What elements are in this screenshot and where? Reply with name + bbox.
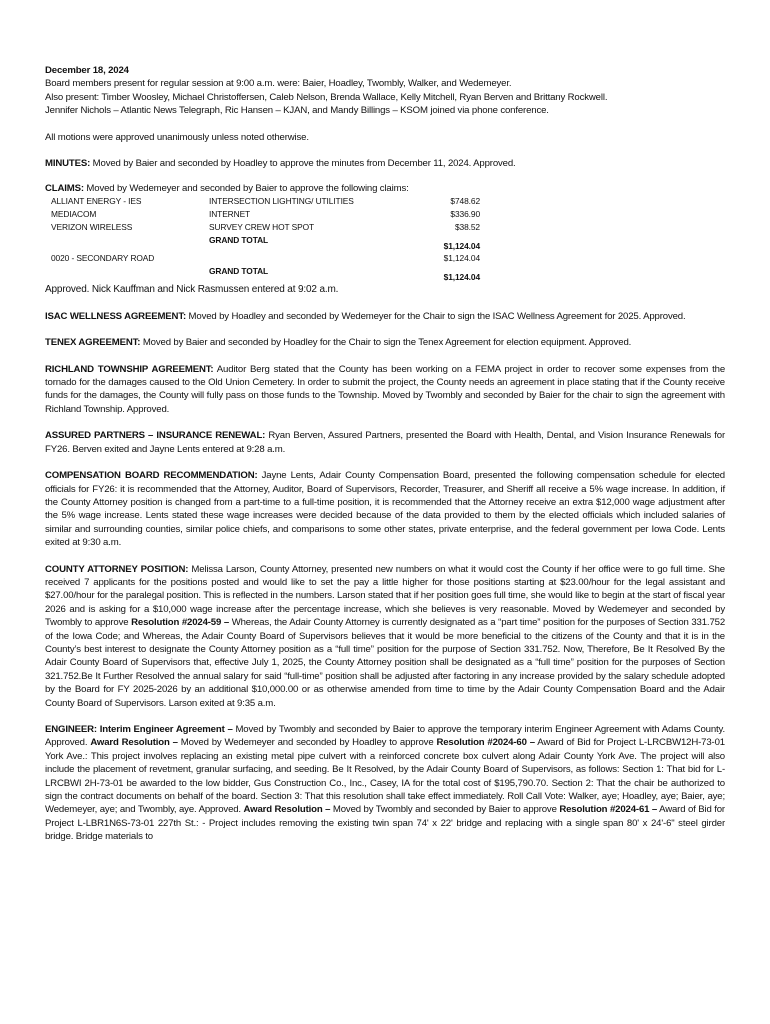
- minutes-paragraph: MINUTES: Moved by Baier and seconded by Hoadley to approve the minutes from December 11, 2024. Approved.: [45, 158, 516, 170]
- claim-amount: $38.52: [454, 222, 480, 233]
- table-row: [45, 208, 725, 221]
- grand-total-amount: $1,124.04: [443, 241, 480, 252]
- attendance-line: Board members present for regular session at 9:00 a.m. were: Baier, Hoadley, Twombly, Walker, and Wedemeyer.: [45, 78, 512, 90]
- tenex-paragraph: TENEX AGREEMENT: Moved by Baier and seconded by Hoadley for the Chair to sign the Tenex Agreement for election equipment. Approved.: [45, 337, 632, 349]
- table-row: [45, 221, 725, 234]
- grand-total-amount: $1,124.04: [443, 272, 480, 283]
- grand-total-label: GRAND TOTAL: [209, 235, 269, 246]
- table-row: [45, 195, 725, 208]
- engineer-paragraph: ENGINEER: Interim Engineer Agreement – Moved by Twombly and seconded by Baier to approve the temporary interim Engineer Agreement with Adams County. Approved. Award Resolution – Moved by Wedemeyer and seconded by Hoadley to approve Resolution #2024-60 – Award of Bid for Project L-LRCBW12H-73-01 York Ave.: This project involves replacing an existing metal pipe culvert with a reinforced concrete box culvert along Adair County York Ave. The project will also include the placement of revetment, granular surfacing, and seeding. Be It Resolved, by the Adair County Board of Supervisors, as follows: Section 1: That bid for L-LRCBWI 2H-73-01 be awarded to the low bidder, Gus Construction Co., Inc., Casey, IA for the total cost of $195,790.70. Section 2: That the chair be authorized to sign the contract documents on behalf of the board. Section 3: That this resolution shall take effect immediately. Roll Call Vote: Walker, aye; Hoadley, aye; Baier, aye; Wedemeyer, aye; and Twombly, aye. Approved. Award Resolution – Moved by Twombly and seconded by Baier to approve Resolution #2024-61 – Award of Bid for Project L-LBR1N6S-73-01 227th St.: - Project includes removing the existing twin span 74' x 22' bridge and replacing with a single span 80' x 24'-6" steel girder bridge. Bridge materials to: [45, 724, 725, 843]
- grand-total-row: [45, 265, 725, 283]
- claim-vendor: ALLIANT ENERGY - IES: [51, 196, 142, 207]
- claim-amount: $336.90: [450, 209, 480, 220]
- claim-amount: $748.62: [450, 196, 480, 207]
- claim-description: INTERNET: [209, 209, 251, 220]
- claim-amount: $1,124.04: [443, 253, 480, 264]
- claim-vendor: VERIZON WIRELESS: [51, 222, 133, 233]
- unanimous-note: All motions were approved unanimously unless noted otherwise.: [45, 131, 309, 143]
- claim-vendor: 0020 - SECONDARY ROAD: [51, 253, 155, 264]
- grand-total-label: GRAND TOTAL: [209, 266, 269, 277]
- assured-partners-paragraph: ASSURED PARTNERS – INSURANCE RENEWAL: Ryan Berven, Assured Partners, presented the Board with Health, Dental, and Vision Insurance Renewals for FY26. Berven exited and Jayne Lents entered at 9:28 a.m.: [45, 430, 725, 455]
- claim-vendor: MEDIACOM: [51, 209, 97, 220]
- compensation-paragraph: COMPENSATION BOARD RECOMMENDATION: Jayne Lents, Adair County Compensation Board, presented the following compensation schedule for elected officials for FY26: it is recommended that the Attorney, Auditor, Board of Supervisors, Recorder, Treasurer, and Sheriff all receive a 5% wage increase. In addition, if the County Attorney position is changed from a part-time to a full-time position, it is recommended that the Attorney receive an extra $12,000 wage adjustment after the 5% wage increase. Lents stated these wage increases were decided because of the data provided to them by the elected officials which included salaries of similar and surrounding counties, similar police chiefs, and comparisons to some other states, private enterprise, and the federal government per Iowa Code. Lents exited at 9:30 a.m.: [45, 470, 725, 549]
- isac-paragraph: ISAC WELLNESS AGREEMENT: Moved by Hoadley and seconded by Wedemeyer for the Chair to sign the ISAC Wellness Agreement for 2025. Approved.: [45, 310, 686, 322]
- attendance-line: Jennifer Nichols – Atlantic News Telegraph, Ric Hansen – KJAN, and Mandy Billings – KSOM joined via phone conference.: [45, 105, 549, 117]
- grand-total-row: [45, 234, 725, 252]
- claims-paragraph: CLAIMS: Moved by Wedemeyer and seconded by Baier to approve the following claims:: [45, 183, 409, 195]
- claims-approval: Approved. Nick Kauffman and Nick Rasmussen entered at 9:02 a.m.: [45, 284, 339, 296]
- minutes-document: [45, 64, 725, 844]
- claim-description: INTERSECTION LIGHTING/ UTILITIES: [209, 196, 354, 207]
- attendance-line: Also present: Timber Woosley, Michael Christoffersen, Caleb Nelson, Brenda Wallace, Kelly Mitchell, Ryan Berven and Brittany Rockwell.: [45, 91, 608, 103]
- table-row: [45, 252, 725, 265]
- county-attorney-paragraph: COUNTY ATTORNEY POSITION: Melissa Larson, County Attorney, presented new numbers on what it would cost the County if her office were to go full time. She received 7 applicants for the positions posted and would like to set the pay a little higher for those positions starting at $23.00/hour for the legal assistant and $27.00/hour for the paralegal position. This is reflected in the numbers. Larson stated that if her position goes full time, she would like to begin at the start of fiscal year 2026 and is asking for a $10,000 wage increase after the percentage increase, which she believes is very reasonable. Moved by Wedemeyer and seconded by Twombly to approve Resolution #2024-59 – Whereas, the Adair County Attorney is currently designated as a “part time” position for the purposes of Section 331.752 of the Iowa Code; and Whereas, the Adair County Board of Supervisors believes that it would be more beneficial to the citizens of the County and that it is in the County’s best interest to designate the County Attorney position as a “full time” position for the purpose of Section 331.752. Now, Therefore, Be It Resolved By the Adair County Board of Supervisors that, effective July 1, 2025, the County Attorney position shall be designated as a “full time” position for the purposes of Section 321.752.Be It Further Resolved the annual salary for said “full-time” position shall be adjusted after factoring in any increase provided by the salary schedule adopted by the Board for FY 2025-2026 by an additional $10,000.00 or as otherwise amended from time to time by the Adair County Compensation Board and the Adair County Board of Supervisors. Larson exited at 9:35 a.m.: [45, 563, 726, 709]
- claim-description: SURVEY CREW HOT SPOT: [209, 222, 315, 233]
- richland-paragraph: RICHLAND TOWNSHIP AGREEMENT: Auditor Berg stated that the County has been working on a FEMA project in order to recover some expenses from the tornado for the damages caused to the Old Union Cemetery. In order to submit the project, the County needs an agreement in place stating that if the County receive funds for the damages, the County will fully pass on those funds to the Township. Moved by Twombly and seconded by Baier for the chair to sign the agreement with Richland Township. Approved.: [45, 363, 726, 415]
- meeting-date: December 18, 2024: [45, 65, 129, 76]
- claims-table: [45, 195, 725, 283]
